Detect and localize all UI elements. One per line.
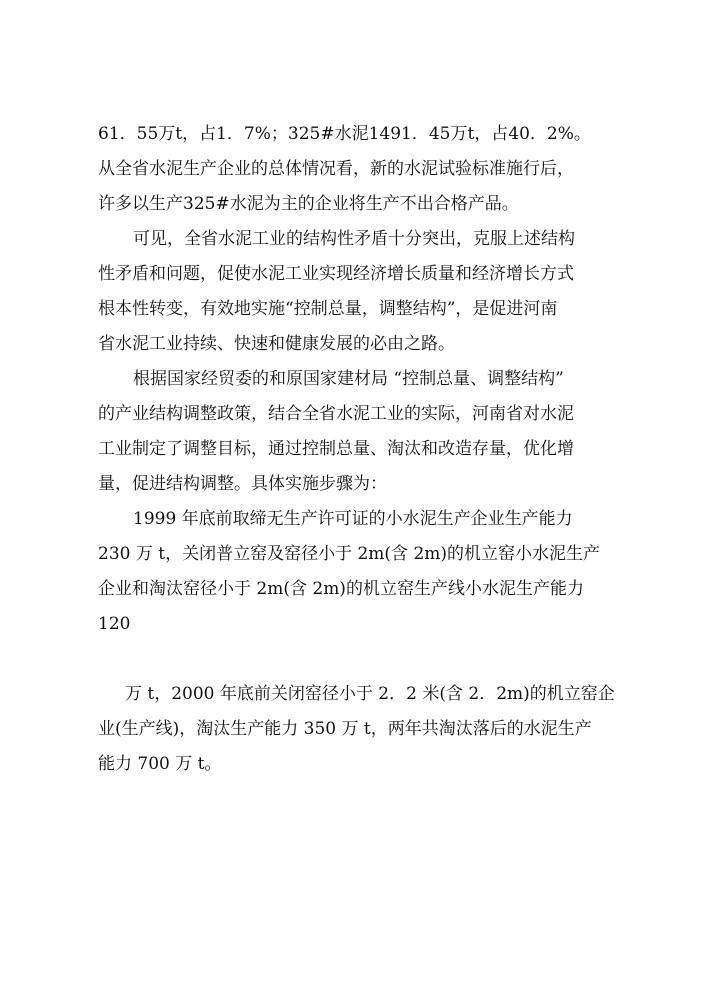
text-line: 的产业结构调整政策，结合全省水泥工业的实际，河南省对水泥	[98, 404, 574, 424]
text-line: 企业和淘汰窑径小于 2m(含 2m)的机立窑生产线小水泥生产能力	[98, 579, 584, 599]
text-line: 根据国家经贸委的和原国家建材局 “控制总量、调整结构”	[133, 369, 564, 389]
text-line: 61．55万t，占1．7%；325#水泥1491．45万t，占40．2%。	[98, 124, 591, 144]
text-line: 许多以生产325#水泥为主的企业将生产不出合格产品。	[98, 194, 519, 214]
text-line: 230 万 t，关闭普立窑及窑径小于 2m(含 2m)的机立窑小水泥生产	[98, 544, 601, 564]
text-line: 从全省水泥生产企业的总体情况看，新的水泥试验标准施行后，	[98, 159, 574, 179]
text-line: 省水泥工业持续、快速和健康发展的必由之路。	[98, 334, 455, 354]
text-line: 120	[98, 614, 131, 634]
text-line: 工业制定了调整目标，通过控制总量、淘汰和改造存量，优化增	[98, 439, 574, 459]
text-line: 量，促进结构调整。具体实施步骤为：	[98, 474, 387, 494]
text-line: 可见，全省水泥工业的结构性矛盾十分突出，克服上述结构	[133, 229, 575, 249]
text-line: 1999 年底前取缔无生产许可证的小水泥生产企业生产能力	[133, 509, 573, 529]
text-line: 万 t，2000 年底前关闭窑径小于 2．2 米(含 2．2m)的机立窑企	[125, 684, 615, 704]
text-line: 业(生产线)，淘汰生产能力 350 万 t，两年共淘汰落后的水泥生产	[98, 719, 592, 739]
text-line: 根本性转变，有效地实施“控制总量，调整结构”，是促进河南	[98, 299, 558, 319]
text-line: 性矛盾和问题，促使水泥工业实现经济增长质量和经济增长方式	[98, 264, 574, 284]
text-line: 能力 700 万 t。	[98, 754, 222, 774]
